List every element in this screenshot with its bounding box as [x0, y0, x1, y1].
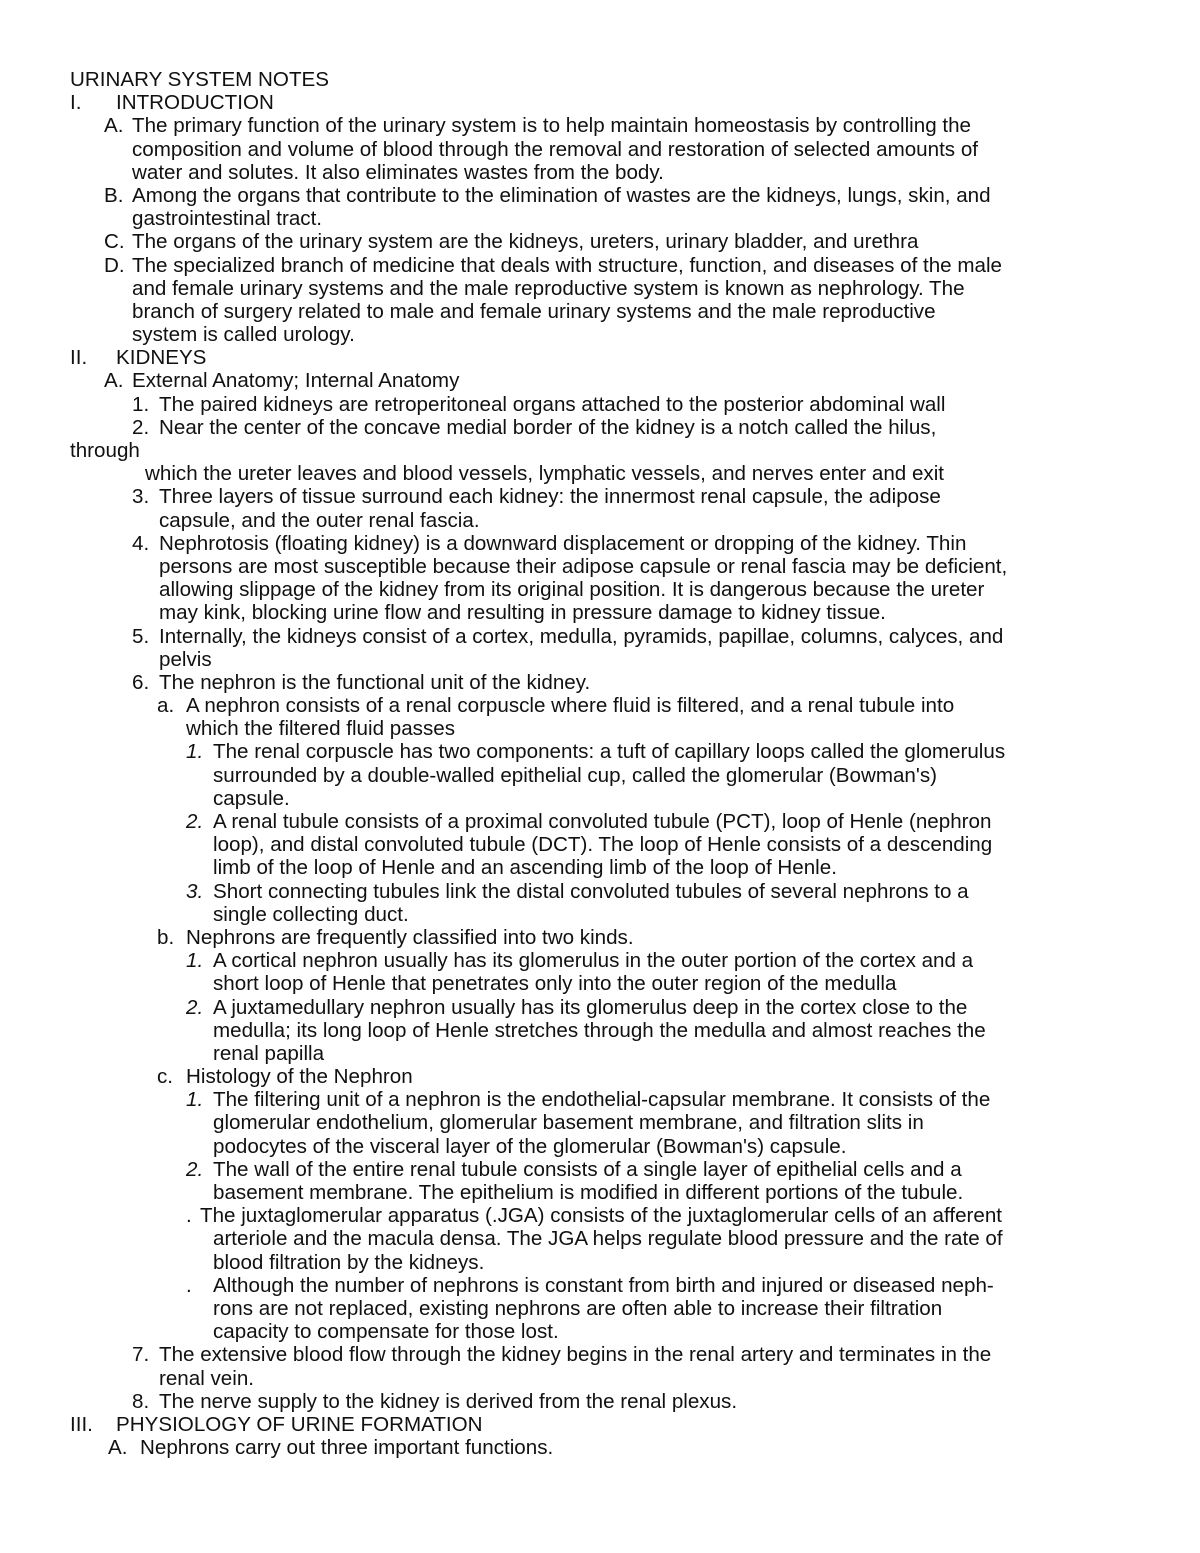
outline-text: basement membrane. The epithelium is modified in different portions of the tubule. [213, 1181, 964, 1204]
outline-line [0, 1343, 1200, 1366]
outline-text: The juxtaglomerular apparatus (.JGA) consists of the juxtaglomerular cells of an afferent [200, 1204, 1003, 1228]
outline-text: Among the organs that contribute to the elimination of wastes are the kidneys, lungs, skin, and [132, 183, 991, 207]
outline-text: Although the number of nephrons is constant from birth and injured or diseased neph- [213, 1273, 994, 1297]
outline-line [0, 810, 1200, 833]
outline-text: KIDNEYS [116, 346, 207, 370]
outline-marker: A. [104, 114, 124, 138]
outline-text: Internally, the kidneys consist of a cortex, medulla, pyramids, papillae, columns, calyces, and [159, 624, 1004, 648]
outline-marker: 6. [132, 670, 150, 694]
outline-marker: 2. [186, 810, 204, 833]
outline-line [0, 300, 1200, 323]
outline-line [0, 439, 1200, 462]
outline-text: PHYSIOLOGY OF URINE FORMATION [116, 1412, 483, 1436]
outline-line [0, 1413, 1200, 1436]
outline-line [0, 138, 1200, 161]
outline-line [0, 509, 1200, 532]
outline-marker: 2. [186, 995, 204, 1019]
outline-line [0, 277, 1200, 300]
outline-marker: 1. [186, 1088, 204, 1112]
outline-marker: 2. [132, 415, 150, 439]
outline-text: glomerular endothelium, glomerular basement membrane, and filtration slits in [213, 1111, 924, 1135]
outline-line [0, 1019, 1200, 1042]
outline-line [0, 1065, 1200, 1088]
outline-line [0, 1204, 1200, 1227]
outline-line [0, 578, 1200, 601]
outline-line [0, 949, 1200, 972]
outline-marker: A. [108, 1436, 128, 1460]
outline-marker: 5. [132, 624, 150, 648]
outline-text: The renal corpuscle has two components: a tuft of capillary loops called the glomerulus [213, 740, 1006, 764]
outline-text: pelvis [159, 647, 212, 671]
outline-line [0, 1367, 1200, 1390]
outline-line [0, 717, 1200, 740]
outline-text: surrounded by a double-walled epithelial cup, called the glomerular (Bowman's) [213, 763, 937, 787]
outline-text: composition and volume of blood through the removal and restoration of selected amounts of [132, 137, 978, 161]
outline-line [0, 184, 1200, 207]
outline-marker: III. [70, 1412, 93, 1436]
outline-line [0, 880, 1200, 903]
outline-line [0, 648, 1200, 671]
outline-line [0, 254, 1200, 277]
outline-text: renal papilla [213, 1041, 325, 1065]
document-title [0, 68, 1200, 91]
outline-line [0, 462, 1200, 485]
outline-marker: D. [104, 253, 125, 277]
outline-text: gastrointestinal tract. [132, 207, 323, 231]
document-page [0, 68, 1200, 1459]
outline-text: loop), and distal convoluted tubule (DCT). The loop of Henle consists of a descending [213, 833, 993, 857]
outline-text: Near the center of the concave medial border of the kidney is a notch called the hilus, [159, 415, 937, 439]
outline-line [0, 161, 1200, 184]
outline-line [0, 972, 1200, 995]
outline-text: The filtering unit of a nephron is the endothelial-capsular membrane. It consists of the [213, 1088, 991, 1112]
outline-line [0, 485, 1200, 508]
outline-text: The wall of the entire renal tubule consists of a single layer of epithelial cells and a [213, 1157, 962, 1181]
outline-text: podocytes of the visceral layer of the glomerular (Bowman's) capsule. [213, 1134, 847, 1158]
outline-text: The primary function of the urinary system is to help maintain homeostasis by controlling the [132, 114, 972, 138]
outline-marker: II. [70, 346, 88, 370]
outline-line [0, 1181, 1200, 1204]
outline-text: water and solutes. It also eliminates wastes from the body. [132, 160, 664, 184]
outline-line [0, 1135, 1200, 1158]
outline-marker: 1. [186, 949, 204, 973]
outline-marker: b. [157, 925, 175, 949]
outline-marker: A. [104, 369, 124, 393]
outline-text: INTRODUCTION [116, 91, 274, 115]
outline-text: single collecting duct. [213, 902, 409, 926]
outline-line [0, 740, 1200, 763]
outline-marker: 8. [132, 1389, 150, 1413]
outline-text: renal vein. [159, 1366, 255, 1390]
outline-text: through [70, 439, 140, 462]
outline-line [0, 601, 1200, 624]
outline-text: The extensive blood flow through the kidney begins in the renal artery and terminates in the [159, 1343, 992, 1367]
outline-line [0, 1274, 1200, 1297]
outline-text: which the filtered fluid passes [186, 717, 456, 741]
outline-marker: . [186, 1204, 192, 1228]
outline-text: system is called urology. [132, 323, 355, 347]
outline-line [0, 1088, 1200, 1111]
outline-marker: a. [157, 694, 175, 718]
outline-line [0, 764, 1200, 787]
outline-line [0, 926, 1200, 949]
outline-line [0, 625, 1200, 648]
outline-line [0, 323, 1200, 346]
outline-text: The nerve supply to the kidney is derived from the renal plexus. [159, 1389, 738, 1413]
outline-line [0, 856, 1200, 879]
outline-text: Histology of the Nephron [186, 1065, 413, 1089]
outline-text: Three layers of tissue surround each kidney: the innermost renal capsule, the adipose [159, 485, 941, 509]
outline-text: branch of surgery related to male and female urinary systems and the male reproductive [132, 299, 936, 323]
outline-text: A cortical nephron usually has its glomerulus in the outer portion of the cortex and a [213, 949, 974, 973]
outline-text: Short connecting tubules link the distal convoluted tubules of several nephrons to a [213, 879, 969, 903]
outline-line [0, 1227, 1200, 1250]
outline-line [0, 346, 1200, 369]
outline-marker: 1. [186, 740, 204, 764]
outline-text: A nephron consists of a renal corpuscle where fluid is filtered, and a renal tubule into [186, 694, 955, 718]
outline-marker: I. [70, 91, 82, 115]
outline-text: may kink, blocking urine flow and resulting in pressure damage to kidney tissue. [159, 601, 886, 625]
outline-text: short loop of Henle that penetrates only into the outer region of the medulla [213, 972, 897, 996]
outline-text: limb of the loop of Henle and an ascending limb of the loop of Henle. [213, 856, 837, 880]
outline-text: A juxtamedullary nephron usually has its glomerulus deep in the cortex close to the [213, 995, 968, 1019]
outline-text: capacity to compensate for those lost. [213, 1320, 559, 1344]
outline-text: which the ureter leaves and blood vessels, lymphatic vessels, and nerves enter and exit [145, 462, 945, 486]
outline-marker: 4. [132, 531, 150, 555]
outline-text: blood filtration by the kidneys. [213, 1250, 485, 1274]
outline-line [0, 1042, 1200, 1065]
outline-line [0, 416, 1200, 439]
outline-text: Nephrons carry out three important functions. [140, 1436, 554, 1460]
outline-line [0, 369, 1200, 392]
outline-text: Nephrons are frequently classified into two kinds. [186, 925, 634, 949]
outline-text: The paired kidneys are retroperitoneal organs attached to the posterior abdominal wall [159, 392, 946, 416]
outline-marker: 3. [186, 879, 204, 903]
outline-line [0, 1158, 1200, 1181]
outline-text: A renal tubule consists of a proximal convoluted tubule (PCT), loop of Henle (nephron [213, 810, 992, 833]
outline-text: persons are most susceptible because their adipose capsule or renal fascia may be deficient, [159, 554, 1008, 578]
outline-line [0, 114, 1200, 137]
outline-line [0, 1111, 1200, 1134]
outline-text: medulla; its long loop of Henle stretches through the medulla and almost reaches the [213, 1018, 986, 1042]
outline-line [0, 694, 1200, 717]
outline-text: The nephron is the functional unit of the kidney. [159, 670, 591, 694]
outline-text: Nephrotosis (floating kidney) is a downward displacement or dropping of the kidney. Thin [159, 531, 967, 555]
outline-line [0, 1390, 1200, 1413]
title-text: URINARY SYSTEM NOTES [70, 68, 330, 91]
outline-text: arteriole and the macula densa. The JGA helps regulate blood pressure and the rate of [213, 1227, 1003, 1251]
outline-text: rons are not replaced, existing nephrons are often able to increase their filtration [213, 1296, 943, 1320]
outline-text: The organs of the urinary system are the kidneys, ureters, urinary bladder, and urethra [132, 230, 919, 254]
outline-line [0, 230, 1200, 253]
outline-text: and female urinary systems and the male reproductive system is known as nephrology. The [132, 276, 965, 300]
outline-marker: 7. [132, 1343, 150, 1367]
outline-line [0, 1251, 1200, 1274]
outline-marker: 3. [132, 485, 150, 509]
outline-marker: . [186, 1273, 192, 1297]
outline-text: The specialized branch of medicine that deals with structure, function, and diseases of the male [132, 253, 1002, 277]
outline-line [0, 996, 1200, 1019]
outline-line [0, 393, 1200, 416]
outline-line [0, 91, 1200, 114]
outline-text: capsule. [213, 786, 290, 810]
outline-marker: c. [157, 1065, 174, 1089]
outline-text: capsule, and the outer renal fascia. [159, 508, 480, 532]
outline-marker: 1. [132, 392, 150, 416]
outline-marker: B. [104, 183, 124, 207]
outline-line [0, 532, 1200, 555]
outline-line [0, 903, 1200, 926]
outline-line [0, 555, 1200, 578]
outline-marker: C. [104, 230, 125, 254]
outline-line [0, 1297, 1200, 1320]
outline-lines [0, 91, 1200, 1459]
outline-line [0, 787, 1200, 810]
outline-marker: 2. [186, 1157, 204, 1181]
outline-line [0, 207, 1200, 230]
outline-text: External Anatomy; Internal Anatomy [132, 369, 460, 393]
outline-line [0, 1436, 1200, 1459]
outline-line [0, 833, 1200, 856]
outline-text: allowing slippage of the kidney from its original position. It is dangerous because the ureter [159, 578, 985, 602]
outline-line [0, 671, 1200, 694]
outline-line [0, 1320, 1200, 1343]
